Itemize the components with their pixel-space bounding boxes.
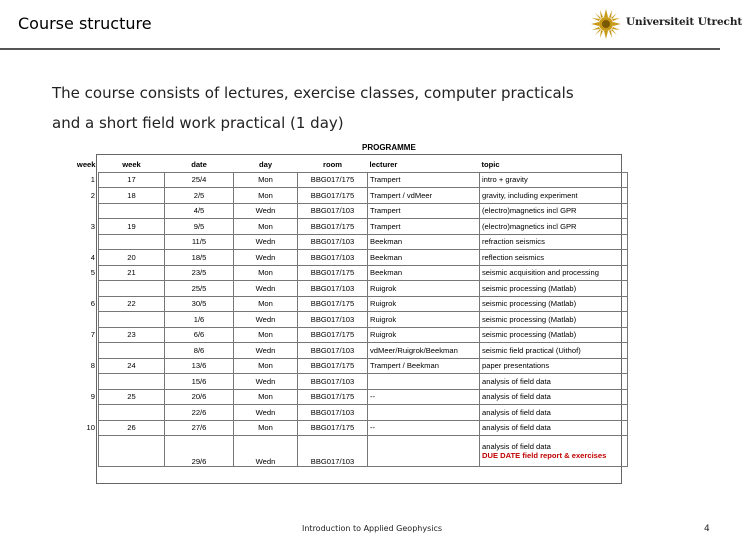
date-cell: 18/5	[165, 250, 234, 266]
date-cell: 9/5	[165, 219, 234, 235]
week-cell: 23	[99, 327, 165, 343]
date-cell: 15/6	[165, 374, 234, 390]
day-cell: Mon	[234, 420, 298, 436]
lecturer-cell: Ruigrok	[368, 281, 480, 297]
week-cell: 25	[99, 389, 165, 405]
lecturer-cell: Ruigrok	[368, 327, 480, 343]
table-row	[64, 219, 628, 235]
topic-cell: intro + gravity	[480, 172, 628, 188]
day-cell: Wedn	[234, 281, 298, 297]
day-cell: Mon	[234, 172, 298, 188]
table-row	[64, 250, 628, 266]
table-row	[64, 405, 628, 421]
topic-cell: seismic processing (Matlab)	[480, 327, 628, 343]
topic-cell: analysis of field data	[480, 374, 628, 390]
week-cell: 18	[99, 188, 165, 204]
day-cell: Wedn	[234, 405, 298, 421]
topic-cell: (electro)magnetics incl GPR	[480, 219, 628, 235]
table-row	[64, 358, 628, 374]
week-cell: 21	[99, 265, 165, 281]
day-cell: Wedn	[234, 250, 298, 266]
programme-title: PROGRAMME	[362, 143, 416, 152]
room-cell: BBG017/103	[298, 234, 368, 250]
date-cell: 8/6	[165, 343, 234, 359]
topic-cell: gravity, including experiment	[480, 188, 628, 204]
week-number-cell: 4	[64, 250, 99, 266]
column-header: topic	[480, 157, 628, 172]
date-cell: 13/6	[165, 358, 234, 374]
date-cell: 30/5	[165, 296, 234, 312]
lecturer-cell: Trampert	[368, 219, 480, 235]
topic-cell	[480, 436, 628, 467]
column-header: week	[76, 160, 96, 169]
lecturer-cell: Beekman	[368, 234, 480, 250]
topic-cell: seismic processing (Matlab)	[480, 296, 628, 312]
day-cell: Mon	[234, 389, 298, 405]
date-cell: 4/5	[165, 203, 234, 219]
date-cell: 27/6	[165, 420, 234, 436]
room-cell: BBG017/103	[298, 436, 368, 467]
week-number-cell: 2	[64, 188, 99, 204]
week-cell	[99, 405, 165, 421]
week-cell	[99, 234, 165, 250]
day-cell: Mon	[234, 265, 298, 281]
lecturer-cell	[368, 436, 480, 467]
date-cell: 25/4	[165, 172, 234, 188]
table-row	[64, 327, 628, 343]
table-row	[64, 374, 628, 390]
week-number-cell: 10	[64, 420, 99, 436]
lecturer-cell: Ruigrok	[368, 296, 480, 312]
day-cell: Mon	[234, 219, 298, 235]
week-number-cell: 3	[64, 219, 99, 235]
header-divider	[0, 48, 720, 50]
table-row	[64, 343, 628, 359]
column-header: day	[234, 157, 298, 172]
topic-cell: analysis of field data	[480, 405, 628, 421]
week-number-cell	[64, 374, 99, 390]
table-header-row	[64, 157, 628, 172]
lecturer-cell	[368, 405, 480, 421]
week-cell	[99, 203, 165, 219]
lecturer-cell: Trampert	[368, 172, 480, 188]
week-number-cell	[64, 203, 99, 219]
slide-title: Course structure	[18, 14, 152, 33]
room-cell: BBG017/103	[298, 312, 368, 328]
day-cell: Wedn	[234, 234, 298, 250]
room-cell: BBG017/175	[298, 389, 368, 405]
day-cell: Wedn	[234, 203, 298, 219]
room-cell: BBG017/175	[298, 327, 368, 343]
topic-cell: paper presentations	[480, 358, 628, 374]
room-cell: BBG017/103	[298, 374, 368, 390]
topic-text: analysis of field data	[482, 442, 551, 451]
week-number-cell: 6	[64, 296, 99, 312]
table-row	[64, 203, 628, 219]
intro-line-2: and a short field work practical (1 day)	[52, 114, 344, 132]
column-header: week	[99, 157, 165, 172]
table-row	[64, 312, 628, 328]
table-row	[64, 234, 628, 250]
topic-cell: (electro)magnetics incl GPR	[480, 203, 628, 219]
date-cell: 2/5	[165, 188, 234, 204]
logo-wordmark: Universiteit Utrecht	[626, 16, 742, 28]
week-number-cell	[64, 343, 99, 359]
date-cell: 20/6	[165, 389, 234, 405]
topic-cell: analysis of field data	[480, 389, 628, 405]
table-row	[64, 281, 628, 297]
week-number-cell: 1	[64, 172, 99, 188]
day-cell: Mon	[234, 296, 298, 312]
room-cell: BBG017/175	[298, 219, 368, 235]
room-cell: BBG017/103	[298, 343, 368, 359]
room-cell: BBG017/103	[298, 250, 368, 266]
week-cell	[99, 374, 165, 390]
topic-cell: refraction seismics	[480, 234, 628, 250]
week-number-cell	[64, 312, 99, 328]
lecturer-cell: Trampert	[368, 203, 480, 219]
date-cell: 25/5	[165, 281, 234, 297]
date-cell: 23/5	[165, 265, 234, 281]
week-number-cell	[64, 436, 99, 467]
topic-cell: seismic acquisition and processing	[480, 265, 628, 281]
lecturer-cell: Trampert / vdMeer	[368, 188, 480, 204]
table-row	[64, 389, 628, 405]
date-cell: 1/6	[165, 312, 234, 328]
week-number-cell	[64, 405, 99, 421]
lecturer-cell: Beekman	[368, 250, 480, 266]
week-cell	[99, 343, 165, 359]
slide-header	[0, 0, 742, 48]
day-cell: Mon	[234, 327, 298, 343]
week-cell	[99, 436, 165, 467]
week-cell: 17	[99, 172, 165, 188]
day-cell: Wedn	[234, 374, 298, 390]
intro-line-1: The course consists of lectures, exercise classes, computer practicals	[52, 84, 574, 102]
room-cell: BBG017/103	[298, 281, 368, 297]
university-logo	[590, 8, 742, 40]
lecturer-cell: vdMeer/Ruigrok/Beekman	[368, 343, 480, 359]
room-cell: BBG017/175	[298, 265, 368, 281]
topic-cell: seismic field practical (Uithof)	[480, 343, 628, 359]
week-number-cell	[64, 234, 99, 250]
lecturer-cell: Trampert / Beekman	[368, 358, 480, 374]
lecturer-cell: Ruigrok	[368, 312, 480, 328]
column-header: lecturer	[368, 157, 480, 172]
date-cell: 29/6	[165, 436, 234, 467]
lecturer-cell: --	[368, 420, 480, 436]
table-row	[64, 265, 628, 281]
topic-cell: seismic processing (Matlab)	[480, 312, 628, 328]
week-cell	[99, 312, 165, 328]
sun-seal-icon	[590, 8, 622, 40]
topic-cell: reflection seismics	[480, 250, 628, 266]
week-number-cell	[64, 281, 99, 297]
room-cell: BBG017/175	[298, 358, 368, 374]
table-row	[64, 188, 628, 204]
week-cell: 24	[99, 358, 165, 374]
date-cell: 11/5	[165, 234, 234, 250]
lecturer-cell: Beekman	[368, 265, 480, 281]
date-cell: 22/6	[165, 405, 234, 421]
table-row	[64, 172, 628, 188]
lecturer-cell: --	[368, 389, 480, 405]
week-number-cell: 7	[64, 327, 99, 343]
room-cell: BBG017/175	[298, 188, 368, 204]
table-row	[64, 436, 628, 467]
due-date-note: DUE DATE field report & exercises	[482, 451, 607, 460]
table-row	[64, 296, 628, 312]
table-row	[64, 420, 628, 436]
week-cell: 22	[99, 296, 165, 312]
lecturer-cell	[368, 374, 480, 390]
week-number-cell: 9	[64, 389, 99, 405]
room-cell: BBG017/103	[298, 203, 368, 219]
week-number-cell: 5	[64, 265, 99, 281]
day-cell: Mon	[234, 358, 298, 374]
week-cell: 20	[99, 250, 165, 266]
topic-cell: analysis of field data	[480, 420, 628, 436]
day-cell: Wedn	[234, 343, 298, 359]
programme-table	[64, 157, 628, 467]
week-cell: 26	[99, 420, 165, 436]
page-number: 4	[704, 524, 710, 534]
day-cell: Wedn	[234, 312, 298, 328]
week-cell: 19	[99, 219, 165, 235]
column-header: room	[298, 157, 368, 172]
room-cell: BBG017/175	[298, 420, 368, 436]
day-cell: Wedn	[234, 436, 298, 467]
room-cell: BBG017/175	[298, 296, 368, 312]
table-body	[64, 172, 628, 467]
column-header: date	[165, 157, 234, 172]
day-cell: Mon	[234, 188, 298, 204]
room-cell: BBG017/103	[298, 405, 368, 421]
footer-course-name: Introduction to Applied Geophysics	[302, 524, 443, 533]
week-number-cell: 8	[64, 358, 99, 374]
topic-cell: seismic processing (Matlab)	[480, 281, 628, 297]
date-cell: 6/6	[165, 327, 234, 343]
week-cell	[99, 281, 165, 297]
room-cell: BBG017/175	[298, 172, 368, 188]
